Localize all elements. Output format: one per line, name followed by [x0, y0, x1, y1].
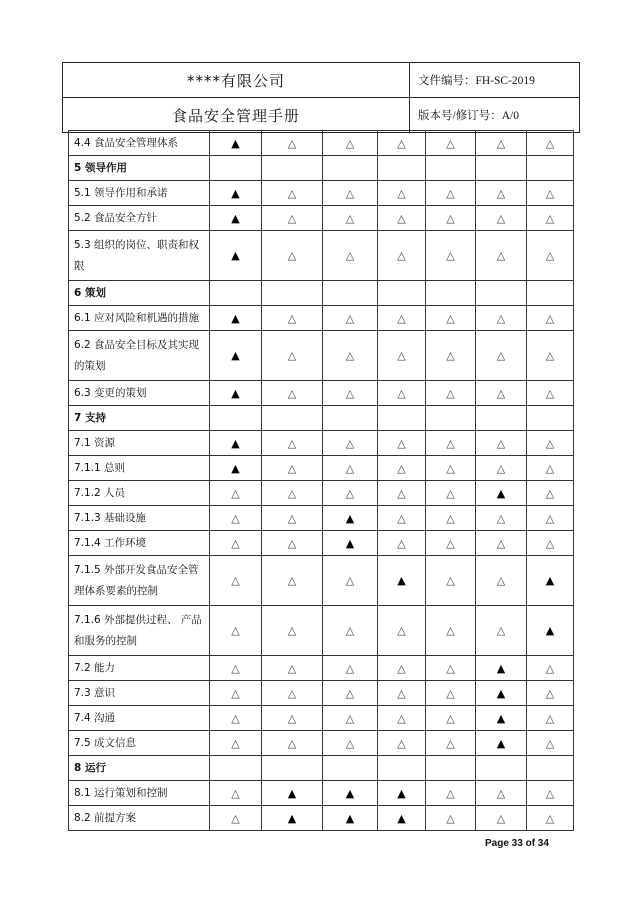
related-responsibility-mark: △	[476, 231, 527, 281]
primary-responsibility-mark: ▲	[476, 656, 527, 681]
clause-label: 5.2 食品安全方针	[69, 206, 210, 231]
empty-cell	[527, 756, 574, 781]
empty-cell	[210, 156, 262, 181]
related-responsibility-mark: △	[476, 606, 527, 656]
table-row	[69, 481, 574, 506]
related-responsibility-mark: △	[378, 131, 426, 156]
related-responsibility-mark: △	[262, 506, 323, 531]
clause-label: 4.4 食品安全管理体系	[69, 131, 210, 156]
related-responsibility-mark: △	[527, 806, 574, 831]
related-responsibility-mark: △	[476, 506, 527, 531]
clause-label: 7.4 沟通	[69, 706, 210, 731]
related-responsibility-mark: △	[426, 231, 476, 281]
related-responsibility-mark: △	[210, 781, 262, 806]
empty-cell	[323, 281, 378, 306]
clause-label: 6.1 应对风险和机遇的措施	[69, 306, 210, 331]
related-responsibility-mark: △	[527, 481, 574, 506]
related-responsibility-mark: △	[426, 331, 476, 381]
empty-cell	[378, 281, 426, 306]
related-responsibility-mark: △	[262, 706, 323, 731]
related-responsibility-mark: △	[426, 531, 476, 556]
table-row	[69, 331, 574, 381]
empty-cell	[323, 406, 378, 431]
empty-cell	[426, 756, 476, 781]
empty-cell	[323, 156, 378, 181]
empty-cell	[476, 406, 527, 431]
empty-cell	[378, 406, 426, 431]
empty-cell	[426, 156, 476, 181]
related-responsibility-mark: △	[323, 181, 378, 206]
related-responsibility-mark: △	[527, 306, 574, 331]
empty-cell	[262, 756, 323, 781]
table-row	[69, 231, 574, 281]
related-responsibility-mark: △	[262, 681, 323, 706]
table-row	[69, 131, 574, 156]
primary-responsibility-mark: ▲	[476, 681, 527, 706]
empty-cell	[527, 156, 574, 181]
related-responsibility-mark: △	[426, 206, 476, 231]
empty-cell	[476, 281, 527, 306]
related-responsibility-mark: △	[527, 731, 574, 756]
related-responsibility-mark: △	[323, 731, 378, 756]
primary-responsibility-mark: ▲	[210, 306, 262, 331]
related-responsibility-mark: △	[527, 656, 574, 681]
related-responsibility-mark: △	[476, 306, 527, 331]
empty-cell	[323, 756, 378, 781]
related-responsibility-mark: △	[262, 481, 323, 506]
related-responsibility-mark: △	[527, 506, 574, 531]
clause-label: 7.1.2 人员	[69, 481, 210, 506]
version-number: 版本号/修订号：A/0	[418, 110, 519, 122]
related-responsibility-mark: △	[426, 381, 476, 406]
primary-responsibility-mark: ▲	[527, 556, 574, 606]
related-responsibility-mark: △	[527, 681, 574, 706]
related-responsibility-mark: △	[378, 306, 426, 331]
clause-label: 7.2 能力	[69, 656, 210, 681]
document-number: 文件编号：FH-SC-2019	[418, 75, 535, 87]
empty-cell	[210, 281, 262, 306]
related-responsibility-mark: △	[210, 656, 262, 681]
table-row	[69, 781, 574, 806]
table-row	[69, 381, 574, 406]
related-responsibility-mark: △	[323, 381, 378, 406]
related-responsibility-mark: △	[426, 506, 476, 531]
clause-label: 7.1.1 总则	[69, 456, 210, 481]
related-responsibility-mark: △	[262, 431, 323, 456]
table-row	[69, 181, 574, 206]
primary-responsibility-mark: ▲	[262, 806, 323, 831]
section-row	[69, 756, 574, 781]
primary-responsibility-mark: ▲	[210, 131, 262, 156]
related-responsibility-mark: △	[262, 656, 323, 681]
related-responsibility-mark: △	[378, 656, 426, 681]
primary-responsibility-mark: ▲	[210, 456, 262, 481]
related-responsibility-mark: △	[262, 206, 323, 231]
related-responsibility-mark: △	[527, 206, 574, 231]
empty-cell	[262, 281, 323, 306]
related-responsibility-mark: △	[527, 331, 574, 381]
table-row	[69, 306, 574, 331]
related-responsibility-mark: △	[262, 731, 323, 756]
related-responsibility-mark: △	[323, 306, 378, 331]
related-responsibility-mark: △	[378, 231, 426, 281]
table-row	[69, 731, 574, 756]
related-responsibility-mark: △	[426, 681, 476, 706]
related-responsibility-mark: △	[378, 731, 426, 756]
clause-label: 8.1 运行策划和控制	[69, 781, 210, 806]
clause-label: 7.5 成文信息	[69, 731, 210, 756]
related-responsibility-mark: △	[210, 731, 262, 756]
empty-cell	[378, 156, 426, 181]
related-responsibility-mark: △	[378, 531, 426, 556]
table-row	[69, 506, 574, 531]
related-responsibility-mark: △	[527, 231, 574, 281]
related-responsibility-mark: △	[210, 606, 262, 656]
related-responsibility-mark: △	[378, 456, 426, 481]
table-row	[69, 656, 574, 681]
related-responsibility-mark: △	[426, 731, 476, 756]
manual-title: 食品安全管理手册	[63, 98, 410, 132]
related-responsibility-mark: △	[378, 481, 426, 506]
related-responsibility-mark: △	[262, 306, 323, 331]
empty-cell	[210, 406, 262, 431]
related-responsibility-mark: △	[426, 606, 476, 656]
related-responsibility-mark: △	[527, 131, 574, 156]
related-responsibility-mark: △	[210, 681, 262, 706]
empty-cell	[262, 156, 323, 181]
section-heading: 6 策划	[69, 281, 210, 306]
related-responsibility-mark: △	[527, 431, 574, 456]
primary-responsibility-mark: ▲	[378, 781, 426, 806]
related-responsibility-mark: △	[378, 181, 426, 206]
primary-responsibility-mark: ▲	[210, 331, 262, 381]
related-responsibility-mark: △	[262, 131, 323, 156]
related-responsibility-mark: △	[262, 606, 323, 656]
related-responsibility-mark: △	[378, 331, 426, 381]
related-responsibility-mark: △	[527, 456, 574, 481]
related-responsibility-mark: △	[426, 131, 476, 156]
related-responsibility-mark: △	[262, 531, 323, 556]
clause-label: 8.2 前提方案	[69, 806, 210, 831]
related-responsibility-mark: △	[323, 481, 378, 506]
page	[62, 62, 580, 133]
related-responsibility-mark: △	[262, 456, 323, 481]
related-responsibility-mark: △	[378, 506, 426, 531]
clause-label: 6.2 食品安全目标及其实现的策划	[69, 331, 210, 381]
empty-cell	[426, 281, 476, 306]
section-heading: 7 支持	[69, 406, 210, 431]
table-row	[69, 806, 574, 831]
document-header	[62, 62, 580, 133]
empty-cell	[476, 756, 527, 781]
related-responsibility-mark: △	[527, 181, 574, 206]
related-responsibility-mark: △	[210, 506, 262, 531]
related-responsibility-mark: △	[210, 531, 262, 556]
related-responsibility-mark: △	[426, 431, 476, 456]
primary-responsibility-mark: ▲	[323, 806, 378, 831]
clause-label: 7.1.5 外部开发食品安全管理体系要素的控制	[69, 556, 210, 606]
related-responsibility-mark: △	[476, 431, 527, 456]
related-responsibility-mark: △	[476, 456, 527, 481]
related-responsibility-mark: △	[378, 206, 426, 231]
primary-responsibility-mark: ▲	[476, 706, 527, 731]
related-responsibility-mark: △	[426, 806, 476, 831]
related-responsibility-mark: △	[378, 431, 426, 456]
related-responsibility-mark: △	[262, 181, 323, 206]
related-responsibility-mark: △	[210, 556, 262, 606]
primary-responsibility-mark: ▲	[262, 781, 323, 806]
related-responsibility-mark: △	[378, 706, 426, 731]
related-responsibility-mark: △	[476, 556, 527, 606]
clause-label: 7.1 资源	[69, 431, 210, 456]
clause-label: 5.3 组织的岗位、职责和权限	[69, 231, 210, 281]
related-responsibility-mark: △	[426, 481, 476, 506]
related-responsibility-mark: △	[210, 481, 262, 506]
empty-cell	[210, 756, 262, 781]
table-row	[69, 706, 574, 731]
empty-cell	[426, 406, 476, 431]
clause-label: 7.1.3 基础设施	[69, 506, 210, 531]
company-name: ****有限公司	[63, 63, 410, 97]
related-responsibility-mark: △	[323, 706, 378, 731]
related-responsibility-mark: △	[262, 381, 323, 406]
related-responsibility-mark: △	[527, 706, 574, 731]
primary-responsibility-mark: ▲	[210, 231, 262, 281]
related-responsibility-mark: △	[323, 331, 378, 381]
primary-responsibility-mark: ▲	[210, 431, 262, 456]
related-responsibility-mark: △	[426, 706, 476, 731]
related-responsibility-mark: △	[476, 531, 527, 556]
clause-label: 5.1 领导作用和承诺	[69, 181, 210, 206]
section-row	[69, 281, 574, 306]
related-responsibility-mark: △	[527, 781, 574, 806]
empty-cell	[378, 756, 426, 781]
empty-cell	[527, 281, 574, 306]
related-responsibility-mark: △	[323, 556, 378, 606]
related-responsibility-mark: △	[323, 231, 378, 281]
related-responsibility-mark: △	[262, 231, 323, 281]
table-row	[69, 531, 574, 556]
related-responsibility-mark: △	[378, 681, 426, 706]
table-row	[69, 456, 574, 481]
section-row	[69, 156, 574, 181]
primary-responsibility-mark: ▲	[323, 781, 378, 806]
related-responsibility-mark: △	[527, 381, 574, 406]
section-heading: 8 运行	[69, 756, 210, 781]
related-responsibility-mark: △	[476, 181, 527, 206]
related-responsibility-mark: △	[378, 606, 426, 656]
primary-responsibility-mark: ▲	[210, 206, 262, 231]
related-responsibility-mark: △	[476, 381, 527, 406]
related-responsibility-mark: △	[476, 781, 527, 806]
primary-responsibility-mark: ▲	[210, 181, 262, 206]
page-number: Page 33 of 34	[485, 838, 549, 849]
related-responsibility-mark: △	[426, 656, 476, 681]
related-responsibility-mark: △	[476, 806, 527, 831]
table-row	[69, 606, 574, 656]
primary-responsibility-mark: ▲	[527, 606, 574, 656]
related-responsibility-mark: △	[323, 681, 378, 706]
clause-label: 6.3 变更的策划	[69, 381, 210, 406]
empty-cell	[262, 406, 323, 431]
related-responsibility-mark: △	[323, 456, 378, 481]
clause-label: 7.1.6 外部提供过程、 产品和服务的控制	[69, 606, 210, 656]
empty-cell	[476, 156, 527, 181]
empty-cell	[527, 406, 574, 431]
clause-label: 7.1.4 工作环境	[69, 531, 210, 556]
table-row	[69, 681, 574, 706]
responsibility-table	[68, 130, 574, 831]
section-heading: 5 领导作用	[69, 156, 210, 181]
related-responsibility-mark: △	[378, 381, 426, 406]
primary-responsibility-mark: ▲	[378, 806, 426, 831]
related-responsibility-mark: △	[426, 556, 476, 606]
related-responsibility-mark: △	[323, 656, 378, 681]
related-responsibility-mark: △	[262, 331, 323, 381]
related-responsibility-mark: △	[210, 806, 262, 831]
section-row	[69, 406, 574, 431]
primary-responsibility-mark: ▲	[476, 481, 527, 506]
table-row	[69, 206, 574, 231]
related-responsibility-mark: △	[323, 606, 378, 656]
related-responsibility-mark: △	[426, 456, 476, 481]
primary-responsibility-mark: ▲	[378, 556, 426, 606]
clause-label: 7.3 意识	[69, 681, 210, 706]
primary-responsibility-mark: ▲	[323, 506, 378, 531]
related-responsibility-mark: △	[476, 206, 527, 231]
related-responsibility-mark: △	[426, 781, 476, 806]
related-responsibility-mark: △	[323, 431, 378, 456]
related-responsibility-mark: △	[426, 181, 476, 206]
related-responsibility-mark: △	[323, 131, 378, 156]
primary-responsibility-mark: ▲	[210, 381, 262, 406]
related-responsibility-mark: △	[210, 706, 262, 731]
primary-responsibility-mark: ▲	[323, 531, 378, 556]
table-row	[69, 556, 574, 606]
related-responsibility-mark: △	[476, 331, 527, 381]
table-row	[69, 431, 574, 456]
primary-responsibility-mark: ▲	[476, 731, 527, 756]
related-responsibility-mark: △	[527, 531, 574, 556]
related-responsibility-mark: △	[476, 131, 527, 156]
related-responsibility-mark: △	[262, 556, 323, 606]
related-responsibility-mark: △	[426, 306, 476, 331]
related-responsibility-mark: △	[323, 206, 378, 231]
